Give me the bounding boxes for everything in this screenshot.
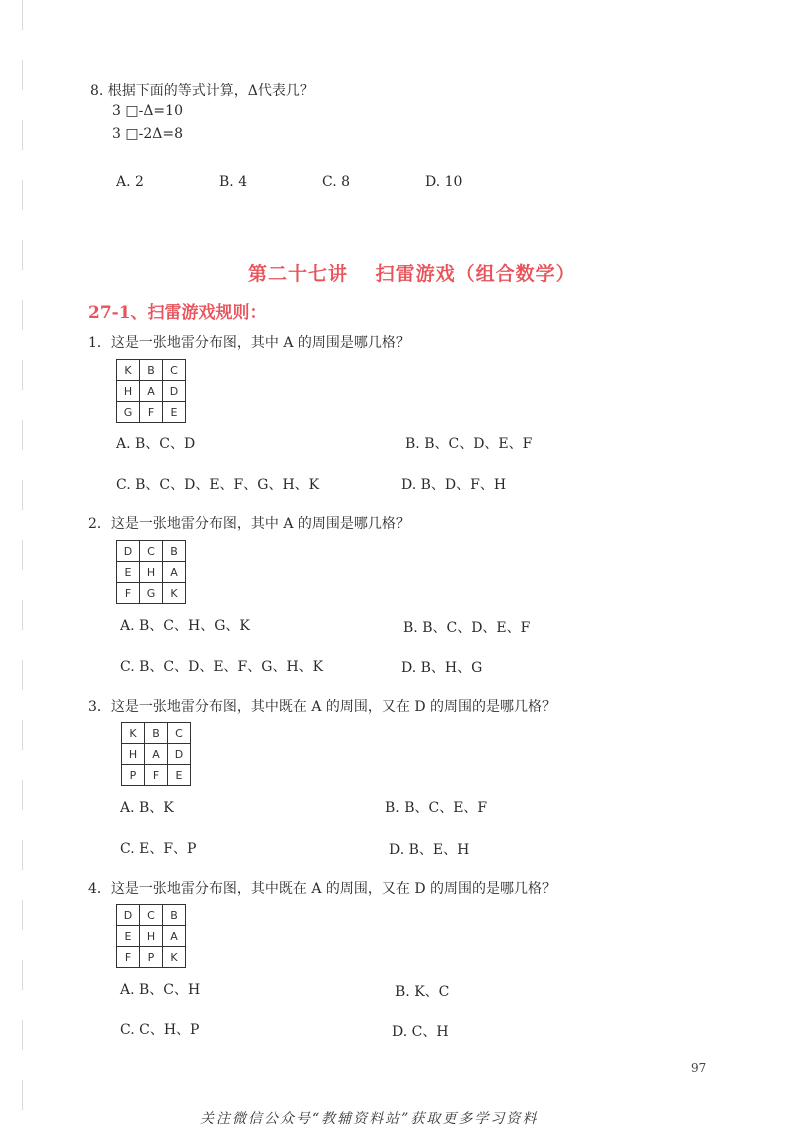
question-3-option-a: A. B、K	[120, 800, 174, 816]
question-8-equation-2: 3 □-2Δ=8	[112, 126, 183, 142]
scan-edge-line	[22, 0, 23, 1131]
question-3-mine-grid	[121, 722, 191, 786]
grid-cell: K	[163, 947, 186, 968]
section-title: 27-1、扫雷游戏规则：	[88, 303, 267, 323]
grid-cell: D	[117, 541, 140, 562]
grid-cell: E	[117, 926, 140, 947]
question-3-option-d: D. B、E、H	[389, 842, 470, 858]
grid-cell: C	[140, 905, 163, 926]
question-2-option-c: C. B、C、D、E、F、G、H、K	[120, 659, 324, 675]
question-1-stem: 1．这是一张地雷分布图，其中 A 的周围是哪几格？	[88, 335, 410, 351]
grid-cell: A	[163, 926, 186, 947]
question-2-mine-grid	[116, 540, 186, 604]
question-2-stem: 2．这是一张地雷分布图，其中 A 的周围是哪几格？	[88, 516, 410, 532]
grid-cell: A	[145, 744, 168, 765]
question-8-option-c: C. 8	[322, 174, 351, 190]
question-4-stem: 4．这是一张地雷分布图，其中既在 A 的周围，又在 D 的周围的是哪几格？	[88, 881, 557, 897]
grid-cell: F	[117, 583, 140, 604]
question-8-stem: 8. 根据下面的等式计算，Δ代表几？	[90, 83, 314, 99]
grid-cell: D	[117, 905, 140, 926]
grid-cell: P	[122, 765, 145, 786]
grid-cell: A	[140, 381, 163, 402]
question-3-stem: 3．这是一张地雷分布图，其中既在 A 的周围，又在 D 的周围的是哪几格？	[88, 699, 557, 715]
question-8-option-d: D. 10	[425, 174, 463, 190]
question-1-option-c: C. B、C、D、E、F、G、H、K	[116, 477, 320, 493]
grid-cell: E	[168, 765, 191, 786]
grid-cell: H	[140, 926, 163, 947]
chapter-title: 第二十七讲 扫雷游戏（组合数学）	[248, 263, 576, 285]
grid-cell: C	[140, 541, 163, 562]
grid-cell: B	[163, 905, 186, 926]
question-3-option-c: C. E、F、P	[120, 841, 197, 857]
grid-cell: H	[117, 381, 140, 402]
grid-cell: F	[117, 947, 140, 968]
grid-cell: K	[117, 360, 140, 381]
grid-cell: B	[145, 723, 168, 744]
grid-cell: G	[140, 583, 163, 604]
grid-cell: D	[163, 381, 186, 402]
grid-cell: G	[117, 402, 140, 423]
grid-cell: C	[168, 723, 191, 744]
grid-cell: E	[117, 562, 140, 583]
grid-cell: H	[140, 562, 163, 583]
question-8-equation-1: 3 □-Δ=10	[112, 103, 183, 119]
grid-cell: H	[122, 744, 145, 765]
question-4-option-c: C. C、H、P	[120, 1022, 200, 1038]
question-4-option-d: D. C、H	[392, 1024, 449, 1040]
grid-cell: B	[163, 541, 186, 562]
grid-cell: E	[163, 402, 186, 423]
grid-cell: F	[145, 765, 168, 786]
grid-cell: P	[140, 947, 163, 968]
grid-cell: A	[163, 562, 186, 583]
grid-cell: K	[122, 723, 145, 744]
question-8-option-b: B. 4	[219, 174, 248, 190]
question-1-mine-grid	[116, 359, 186, 423]
question-4-option-b: B. K、C	[395, 984, 450, 1000]
grid-cell: B	[140, 360, 163, 381]
question-3-option-b: B. B、C、E、F	[385, 800, 488, 816]
footer-promo-text: 关注微信公众号“教辅资料站”获取更多学习资料	[200, 1111, 539, 1127]
question-8-option-a: A. 2	[116, 174, 144, 190]
question-4-option-a: A. B、C、H	[120, 982, 201, 998]
question-1-option-d: D. B、D、F、H	[401, 477, 507, 493]
question-2-option-d: D. B、H、G	[401, 660, 483, 676]
grid-cell: D	[168, 744, 191, 765]
question-1-option-a: A. B、C、D	[116, 436, 196, 452]
grid-cell: C	[163, 360, 186, 381]
question-1-option-b: B. B、C、D、E、F	[405, 436, 533, 452]
grid-cell: K	[163, 583, 186, 604]
question-2-option-b: B. B、C、D、E、F	[403, 620, 531, 636]
grid-cell: F	[140, 402, 163, 423]
question-4-mine-grid	[116, 904, 186, 968]
question-2-option-a: A. B、C、H、G、K	[120, 618, 250, 634]
page-number: 97	[691, 1061, 707, 1075]
